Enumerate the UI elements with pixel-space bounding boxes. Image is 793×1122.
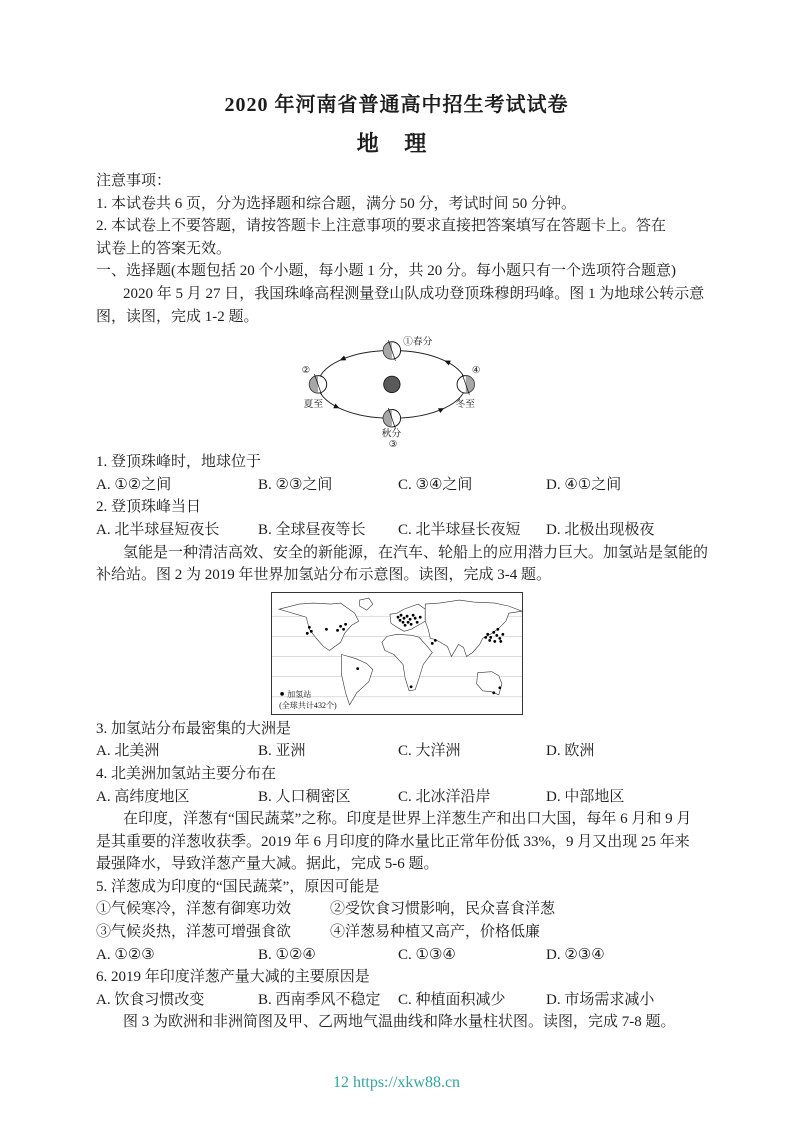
q6-option-d: D. 市场需求减小 (546, 991, 655, 1008)
section-heading: 一、选择题(本题包括 20 个小题，每小题 1 分，共 20 分。每小题只有一个选项符合题意) (96, 263, 676, 280)
q2-stem: 2. 登顶珠峰当日 (96, 499, 202, 516)
earth-left-icon (309, 374, 326, 395)
q2-option-d: D. 北极出现极夜 (546, 521, 655, 538)
q1-options (96, 474, 697, 497)
earth-top-icon (383, 340, 400, 361)
q3-option-b: B. 亚洲 (258, 743, 306, 760)
notice-heading: 注意事项： (96, 173, 172, 189)
legend-station-dot-icon (280, 692, 284, 696)
q2-options (96, 519, 697, 542)
intro-everest-line-2: 图，读图，完成 1-2 题。 (96, 308, 259, 325)
q5-statements-row-2 (96, 921, 697, 944)
q5-option-c: C. ①③④ (398, 946, 456, 963)
earth-right-icon (457, 374, 474, 395)
notice-line-2: 2. 本试卷上不要答题，请按答题卡上注意事项的要求直接把答案填写在答题卡上。答在 (96, 218, 667, 235)
intro-onion-line-3: 最强降水，导致洋葱产量大减。据此，完成 5-6 题。 (96, 856, 439, 873)
q5-option-a: A. ①②③ (96, 946, 155, 963)
q3-option-c: C. 大洋洲 (398, 743, 461, 760)
label-position-2: ② (301, 365, 310, 377)
q3-option-a: A. 北美洲 (96, 743, 160, 760)
label-position-4: ④ (471, 365, 481, 377)
q2-option-c: C. 北半球昼长夜短 (398, 521, 521, 538)
q1-option-b: B. ②③之间 (258, 476, 333, 493)
q4-option-b: B. 人口稠密区 (258, 788, 351, 805)
q3-option-d: D. 欧洲 (546, 743, 595, 760)
label-position-3: ③ (388, 439, 398, 450)
label-summer-solstice: 夏至 (303, 399, 323, 411)
intro-hydrogen-line-2: 补给站。图 2 为 2019 年世界加氢站分布示意图。读图，完成 3-4 题。 (96, 567, 551, 584)
q4-option-a: A. 高纬度地区 (96, 788, 190, 805)
subject-title: 地 理 (356, 131, 437, 156)
q4-stem: 4. 北美洲加氢站主要分布在 (96, 765, 277, 782)
label-autumn-equinox: 秋分 (381, 428, 401, 440)
figure2-world-map (96, 592, 697, 715)
legend-station-total: (全球共计432个) (278, 700, 337, 710)
q6-option-b: B. 西南季风不稳定 (258, 991, 381, 1008)
q6-option-c: C. 种植面积减少 (398, 991, 506, 1008)
notice-line-3: 试卷上的答案无效。 (96, 240, 232, 257)
intro-onion-line-2: 是其重要的洋葱收获季。2019 年 6 月印度的降水量比正常年份低 33%，9 月又出现 25 年来 (96, 833, 690, 850)
q1-stem: 1. 登顶珠峰时，地球位于 (96, 454, 262, 471)
legend-station-label: 加氢站 (286, 689, 311, 699)
intro-hydrogen-line-1: 氢能是一种清洁高效、安全的新能源，在汽车、轮船上的应用潜力巨大。加氢站是氢能的 (123, 544, 709, 561)
q4-option-d: D. 中部地区 (546, 788, 625, 805)
sun-icon (383, 376, 399, 392)
q2-option-b: B. 全球昼夜等长 (258, 521, 366, 538)
q6-options (96, 989, 697, 1012)
figure1-earth-revolution-diagram (96, 331, 697, 449)
q5-options (96, 944, 697, 967)
q5-option-d: D. ②③④ (546, 946, 605, 963)
q6-stem: 6. 2019 年印度洋葱产量大减的主要原因是 (96, 969, 370, 986)
intro-onion-line-1: 在印度，洋葱有“国民蔬菜”之称。印度是世界上洋葱生产和出口大国，每年 6 月和 9 月 (123, 811, 692, 828)
q5-statement-1: ①气候寒冷，洋葱有御寒功效 (96, 901, 292, 918)
q3-stem: 3. 加氢站分布最密集的大洲是 (96, 720, 292, 737)
notice-line-1: 1. 本试卷共 6 页，分为选择题和综合题，满分 50 分，考试时间 50 分钟。 (96, 195, 577, 212)
footer-watermark-link[interactable]: 12 https://xkw88.cn (332, 1074, 461, 1091)
world-map-svg (271, 592, 523, 715)
q6-option-a: A. 饮食习惯改变 (96, 991, 205, 1008)
closing-line: 图 3 为欧洲和非洲简图及甲、乙两地气温曲线和降水量柱状图。读图，完成 7-8 题。 (123, 1014, 676, 1031)
q5-stem: 5. 洋葱成为印度的“国民蔬菜”，原因可能是 (96, 878, 380, 895)
q1-option-c: C. ③④之间 (398, 476, 473, 493)
q5-statement-3: ③气候炎热，洋葱可增强食欲 (96, 924, 292, 941)
q5-statement-2: ②受饮食习惯影响，民众喜食洋葱 (330, 901, 556, 918)
earth-bottom-icon (383, 408, 400, 429)
q1-option-d: D. ④①之间 (546, 476, 622, 493)
q4-option-c: C. 北冰洋沿岸 (398, 788, 491, 805)
label-winter-solstice: 冬至 (454, 399, 475, 411)
label-spring-equinox: ①春分 (402, 336, 432, 348)
q2-option-a: A. 北半球昼短夜长 (96, 521, 220, 538)
q3-options (96, 740, 697, 763)
q5-statements-row-1 (96, 898, 697, 921)
q5-statement-4: ④洋葱易种植又高产，价格低廉 (330, 924, 541, 941)
earth-revolution-svg (299, 331, 495, 449)
exam-title: 2020 年河南省普通高中招生考试试卷 (224, 94, 569, 116)
intro-everest-line-1: 2020 年 5 月 27 日，我国珠峰高程测量登山队成功登顶珠穆朗玛峰。图 1 为地球公转示意 (123, 285, 705, 302)
q1-option-a: A. ①②之间 (96, 476, 172, 493)
q4-options (96, 786, 697, 809)
q5-option-b: B. ①②④ (258, 946, 316, 963)
